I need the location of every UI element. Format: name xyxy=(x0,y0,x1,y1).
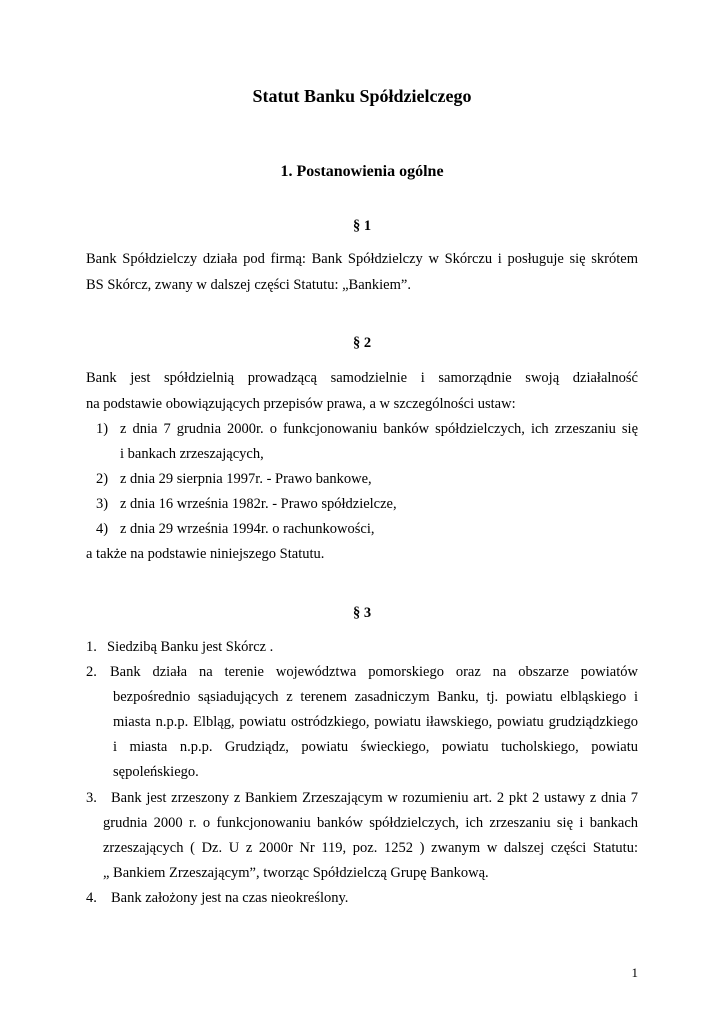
s2-item-number: 1) xyxy=(96,421,109,437)
s3-item-3-line-3: zrzeszających ( Dz. U z 2000r Nr 119, poz. 1252 ) zwanym w dalszej części Statutu: xyxy=(103,840,638,856)
s3-item-3-line-4: „ Bankiem Zrzeszającym”, tworząc Spółdzielczą Grupę Bankową. xyxy=(103,865,489,881)
s3-item-2-line-2: bezpośrednio sąsiadujących z terenem zasadniczym Banku, tj. powiatu elbląskiego i xyxy=(113,689,638,705)
s1-line-2: BS Skórcz, zwany w dalszej części Statutu: „Bankiem”. xyxy=(86,277,411,293)
s3-item-2-line-4: i miasta n.p.p. Grudziądz, powiatu świeckiego, powiatu tucholskiego, powiatu xyxy=(113,739,638,755)
s3-item-number: 2. xyxy=(86,664,97,680)
s3-item-1: Siedzibą Banku jest Skórcz . xyxy=(107,639,274,655)
section-sign-3: § 3 xyxy=(352,605,372,621)
s3-item-number: 3. xyxy=(86,790,97,806)
document-title: Statut Banku Spółdzielczego xyxy=(252,86,472,106)
s3-item-3-line-1: Bank jest zrzeszony z Bankiem Zrzeszającym w rozumieniu art. 2 pkt 2 ustawy z dnia 7 xyxy=(111,790,638,806)
s2-item-number: 4) xyxy=(96,521,109,537)
s2-closing: a także na podstawie niniejszego Statutu. xyxy=(86,546,325,562)
s2-item-4: z dnia 29 września 1994r. o rachunkowości, xyxy=(120,521,375,537)
s2-item-number: 2) xyxy=(96,471,109,487)
s2-item-1-line-1: z dnia 7 grudnia 2000r. o funkcjonowaniu banków spółdzielczych, ich zrzeszaniu się xyxy=(120,421,638,437)
section-sign-1: § 1 xyxy=(352,218,372,234)
page-number: 1 xyxy=(631,965,638,980)
s1-line-1: Bank Spółdzielczy działa pod firmą: Bank Spółdzielczy w Skórczu i posługuje się skrótem xyxy=(86,251,638,267)
s3-item-4: Bank założony jest na czas nieokreślony. xyxy=(111,890,349,906)
s3-item-2-line-3: miasta n.p.p. Elbląg, powiatu ostródzkiego, powiatu iławskiego, powiatu grudziądzkiego xyxy=(113,714,638,730)
s3-item-number: 4. xyxy=(86,890,97,906)
s3-item-2-line-1: Bank działa na terenie województwa pomorskiego oraz na obszarze powiatów xyxy=(110,664,638,680)
s3-item-3-line-2: grudnia 2000 r. o funkcjonowaniu banków spółdzielczych, ich zrzeszaniu się i bankach xyxy=(103,815,638,831)
section-sign-2: § 2 xyxy=(352,335,372,351)
s2-item-1-line-2: i bankach zrzeszających, xyxy=(120,446,264,462)
s3-item-2-line-5: sępoleńskiego. xyxy=(113,764,199,780)
s2-intro-line-2: na podstawie obowiązujących przepisów prawa, a w szczególności ustaw: xyxy=(86,396,516,412)
s2-item-number: 3) xyxy=(96,496,109,512)
chapter-heading: 1. Postanowienia ogólne xyxy=(280,163,444,180)
s2-intro-line-1: Bank jest spółdzielnią prowadzącą samodzielnie i samorządnie swoją działalność xyxy=(86,370,638,386)
s2-item-2: z dnia 29 sierpnia 1997r. - Prawo bankowe, xyxy=(120,471,372,487)
s3-item-number: 1. xyxy=(86,639,97,655)
s2-item-3: z dnia 16 września 1982r. - Prawo spółdzielcze, xyxy=(120,496,397,512)
